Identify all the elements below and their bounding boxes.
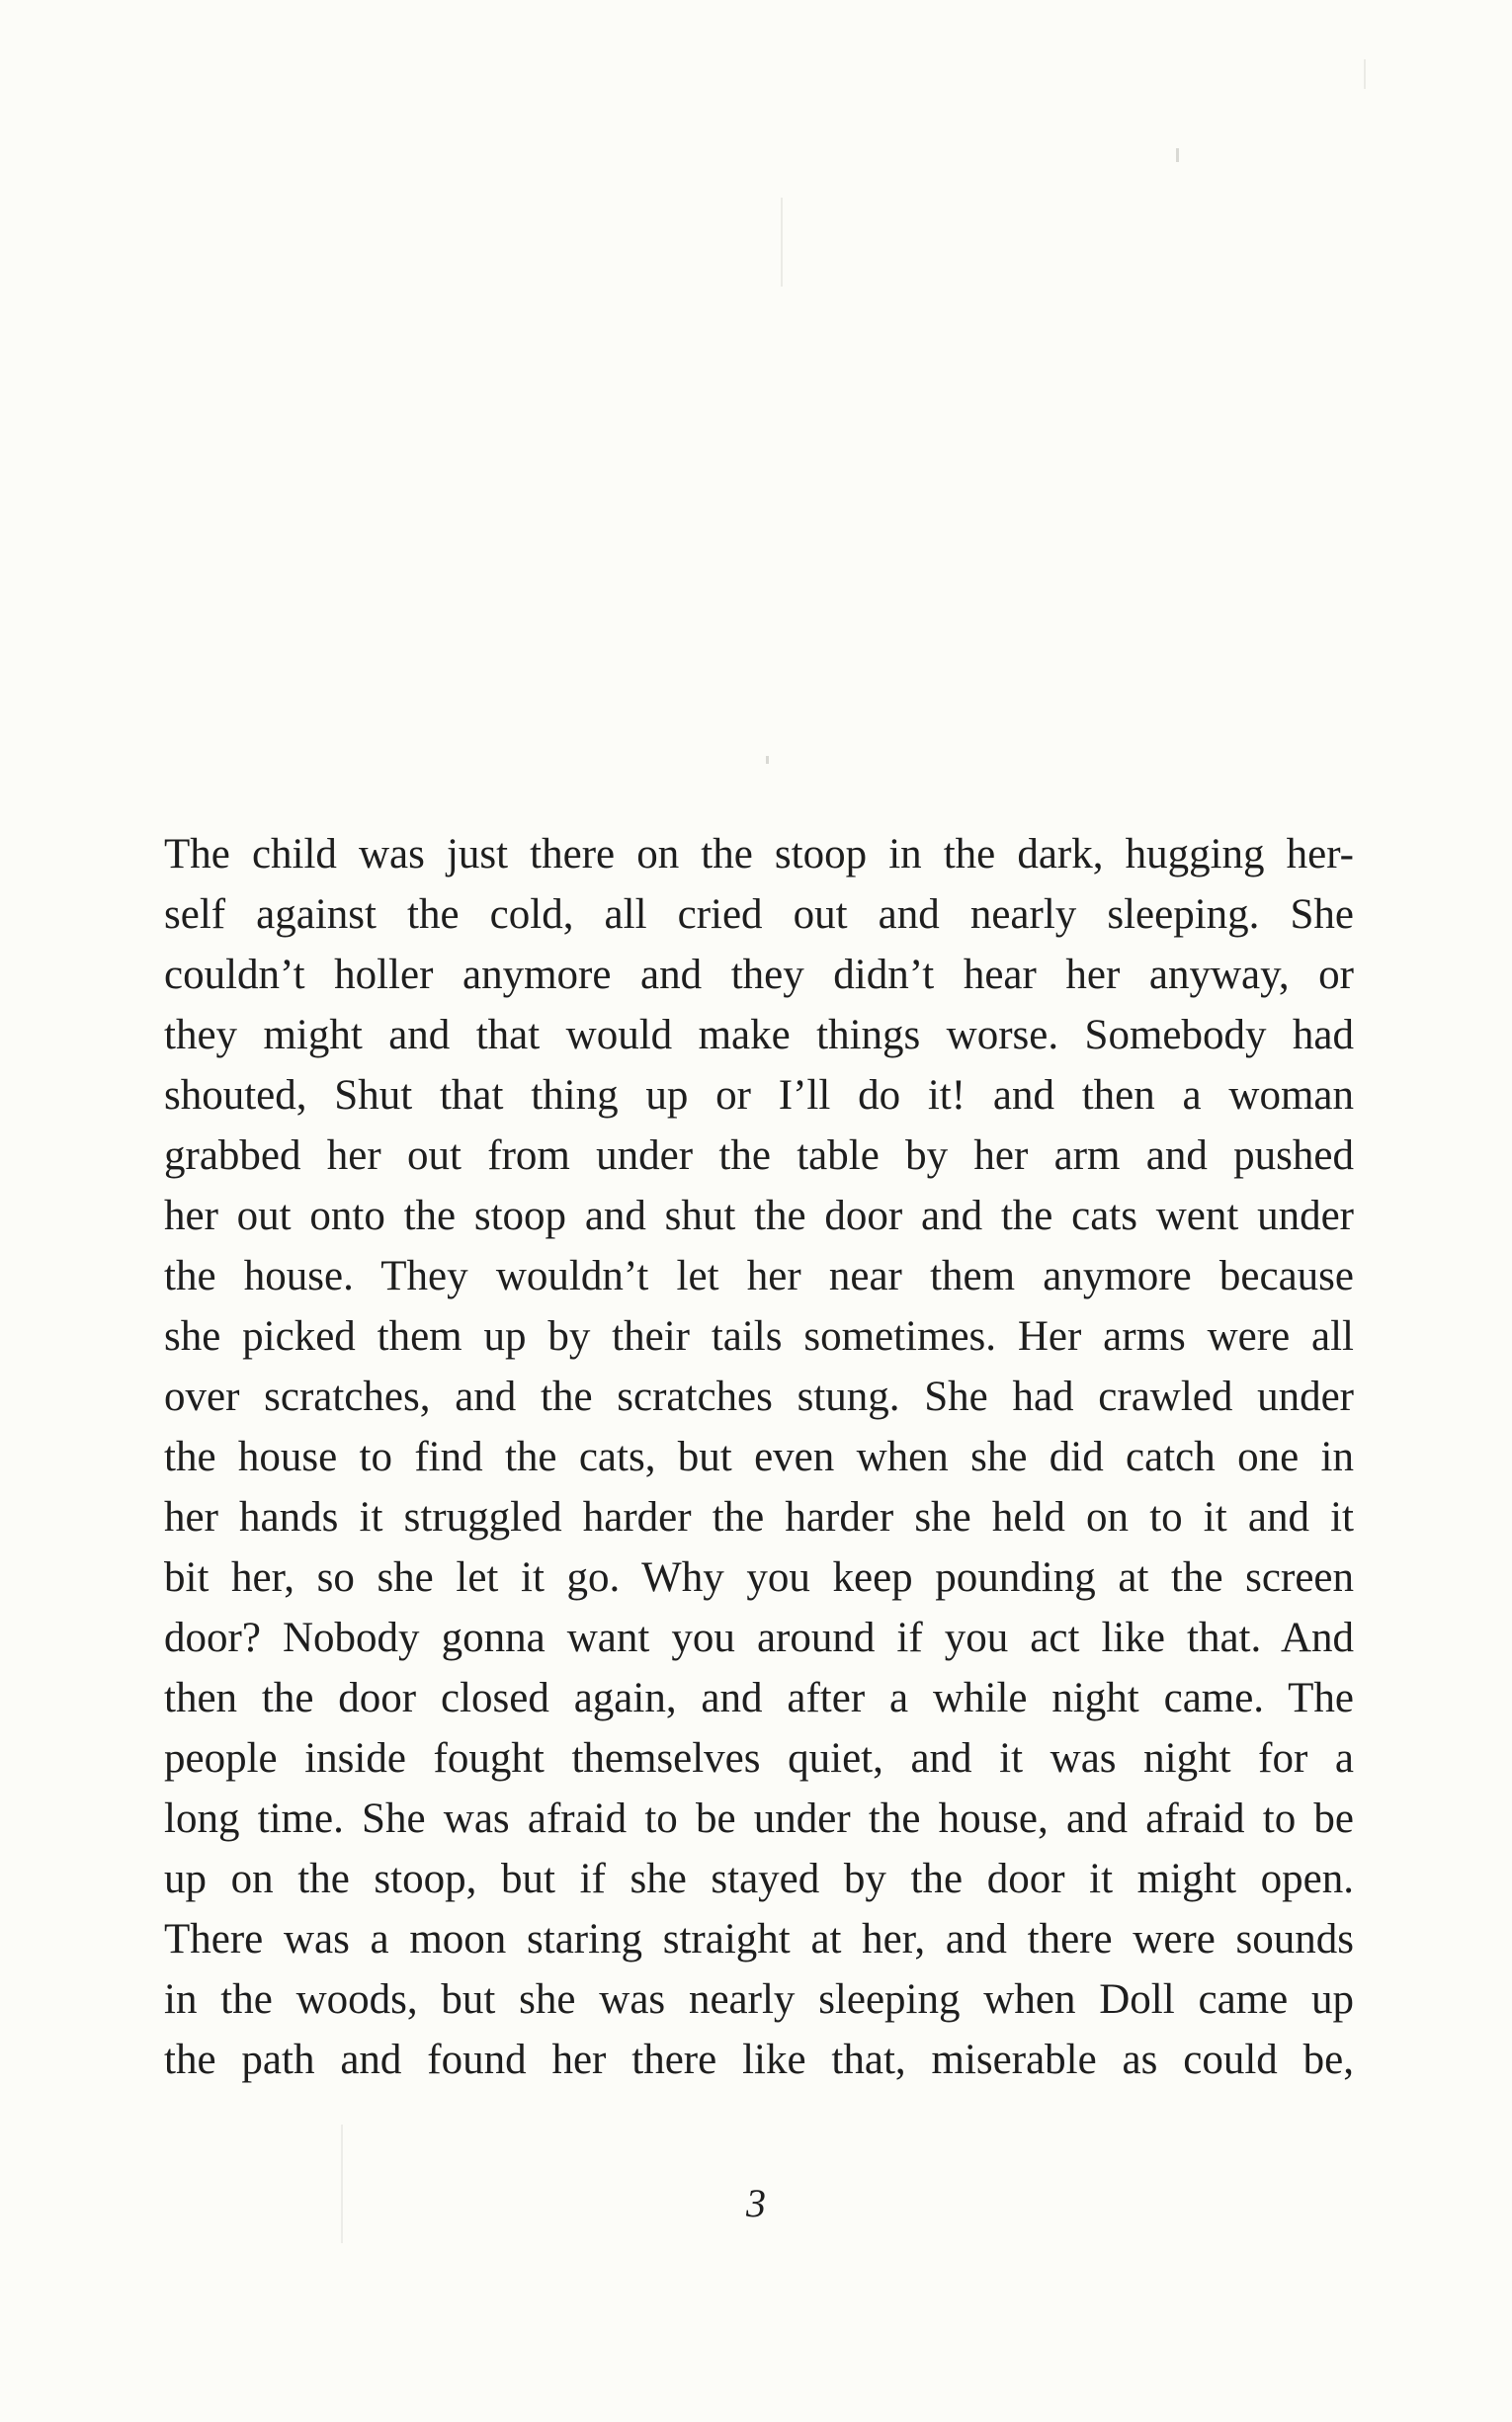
scan-speck	[1364, 59, 1366, 89]
text-line: in the woods, but she was nearly sleeping when Doll came up	[164, 1976, 1354, 2023]
page-number: 3	[746, 2181, 766, 2225]
text-line: up on the stoop, but if she stayed by the door it might open.	[164, 1856, 1354, 1902]
text-line: bit her, so she let it go. Why you keep pounding at the screen	[164, 1554, 1354, 1601]
text-line: door? Nobody gonna want you around if you act like that. And	[164, 1615, 1354, 1661]
text-line: her hands it struggled harder the harder she held on to it and it	[164, 1494, 1354, 1541]
scan-speck	[1176, 148, 1179, 162]
scan-speck	[781, 198, 783, 287]
scan-speck	[766, 756, 769, 764]
text-line: The child was just there on the stoop in the dark, hugging her-	[164, 831, 1354, 877]
text-line: the path and found her there like that, miserable as could be,	[164, 2037, 1354, 2083]
text-line: grabbed her out from under the table by her arm and pushed	[164, 1132, 1354, 1179]
text-line: her out onto the stoop and shut the door and the cats went under	[164, 1193, 1354, 1239]
text-line: self against the cold, all cried out and nearly sleeping. She	[164, 891, 1354, 938]
text-line: the house. They wouldn’t let her near them anymore because	[164, 1253, 1354, 1299]
text-line: over scratches, and the scratches stung. She had crawled under	[164, 1374, 1354, 1420]
text-line: the house to find the cats, but even when she did catch one in	[164, 1434, 1354, 1480]
text-line: There was a moon staring straight at her, and there were sounds	[164, 1916, 1354, 1963]
text-line: they might and that would make things worse. Somebody had	[164, 1012, 1354, 1058]
text-line: shouted, Shut that thing up or I’ll do it! and then a woman	[164, 1072, 1354, 1119]
text-line: people inside fought themselves quiet, and it was night for a	[164, 1735, 1354, 1782]
text-line: she picked them up by their tails sometimes. Her arms were all	[164, 1313, 1354, 1360]
text-line: couldn’t holler anymore and they didn’t hear her anyway, or	[164, 952, 1354, 998]
scan-speck	[341, 2125, 343, 2243]
text-line: long time. She was afraid to be under the house, and afraid to be	[164, 1796, 1354, 1842]
text-line: then the door closed again, and after a while night came. The	[164, 1675, 1354, 1721]
body-text	[164, 824, 1354, 2090]
